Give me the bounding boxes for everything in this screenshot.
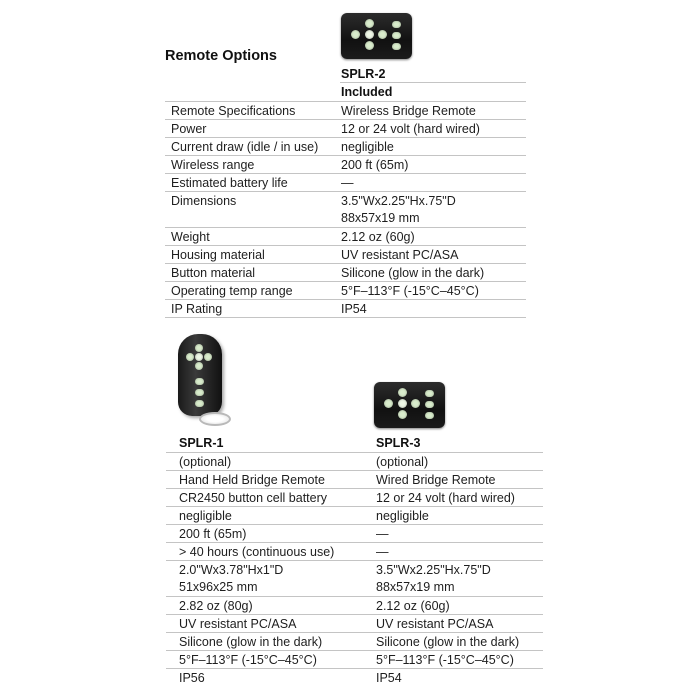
splr1-spec-value: UV resistant PC/ASA <box>179 617 297 631</box>
splr1-spec-value: 2.82 oz (80g) <box>179 599 253 613</box>
spec-label: Weight <box>171 230 210 244</box>
splr1-spec-value: 5°F–113°F (-15°C–45°C) <box>179 653 317 667</box>
spec-label: Dimensions <box>171 194 237 208</box>
splr3-spec-value: UV resistant PC/ASA <box>376 617 494 631</box>
spec-label: Current draw (idle / in use) <box>171 140 319 154</box>
splr1-spec-value: 2.0"Wx3.78"Hx1"D <box>179 563 284 577</box>
spec-label: Wireless range <box>171 158 255 172</box>
splr1-spec-value: IP56 <box>179 671 205 685</box>
splr3-spec-value: IP54 <box>376 671 402 685</box>
spec-value: Silicone (glow in the dark) <box>341 266 485 280</box>
page-title: Remote Options <box>165 48 277 64</box>
spec-value: 5°F–113°F (-15°C–45°C) <box>341 284 479 298</box>
spec-value-metric: 88x57x19 mm <box>341 211 420 225</box>
splr1-spec-value: negligible <box>179 509 232 523</box>
splr1-status: (optional) <box>179 455 232 469</box>
splr2-status: Included <box>341 85 393 99</box>
spec-label: Power <box>171 122 207 136</box>
splr3-spec-value: — <box>376 527 389 541</box>
splr3-spec-value: 2.12 oz (60g) <box>376 599 450 613</box>
splr2-model: SPLR-2 <box>341 67 386 81</box>
spec-value: 200 ft (65m) <box>341 158 409 172</box>
spec-label: Housing material <box>171 248 265 262</box>
splr3-spec-value: negligible <box>376 509 429 523</box>
spec-value: 12 or 24 volt (hard wired) <box>341 122 480 136</box>
splr1-spec-value: CR2450 button cell battery <box>179 491 328 505</box>
splr3-spec-value: — <box>376 545 389 559</box>
spec-value: — <box>341 176 354 190</box>
spec-value: 3.5"Wx2.25"Hx.75"D <box>341 194 456 208</box>
splr1-model: SPLR-1 <box>179 436 224 450</box>
splr3-spec-value: Wired Bridge Remote <box>376 473 496 487</box>
splr3-spec-value: 5°F–113°F (-15°C–45°C) <box>376 653 514 667</box>
lanyard-ring <box>199 412 231 426</box>
spec-label: Estimated battery life <box>171 176 288 190</box>
spec-label: IP Rating <box>171 302 223 316</box>
splr3-spec-metric: 88x57x19 mm <box>376 580 455 594</box>
divider <box>340 82 526 83</box>
spec-label: Button material <box>171 266 256 280</box>
splr1-spec-value: 200 ft (65m) <box>179 527 247 541</box>
handheld-bridge-remote-image <box>178 334 222 416</box>
spec-label: Operating temp range <box>171 284 293 298</box>
spec-value: negligible <box>341 140 394 154</box>
splr1-spec-metric: 51x96x25 mm <box>179 580 258 594</box>
splr3-status: (optional) <box>376 455 429 469</box>
divider <box>166 668 543 669</box>
splr1-spec-value: Hand Held Bridge Remote <box>179 473 325 487</box>
wireless-bridge-remote-image <box>341 13 412 59</box>
splr3-spec-value: 3.5"Wx2.25"Hx.75"D <box>376 563 491 577</box>
splr1-spec-value: > 40 hours (continuous use) <box>179 545 335 559</box>
spec-label: Remote Specifications <box>171 104 296 118</box>
spec-value: 2.12 oz (60g) <box>341 230 415 244</box>
splr3-model: SPLR-3 <box>376 436 421 450</box>
wired-bridge-remote-image <box>374 382 445 428</box>
splr3-spec-value: 12 or 24 volt (hard wired) <box>376 491 515 505</box>
divider <box>165 317 526 318</box>
spec-value: UV resistant PC/ASA <box>341 248 459 262</box>
splr3-spec-value: Silicone (glow in the dark) <box>376 635 520 649</box>
spec-value: IP54 <box>341 302 367 316</box>
spec-value: Wireless Bridge Remote <box>341 104 476 118</box>
splr1-spec-value: Silicone (glow in the dark) <box>179 635 323 649</box>
